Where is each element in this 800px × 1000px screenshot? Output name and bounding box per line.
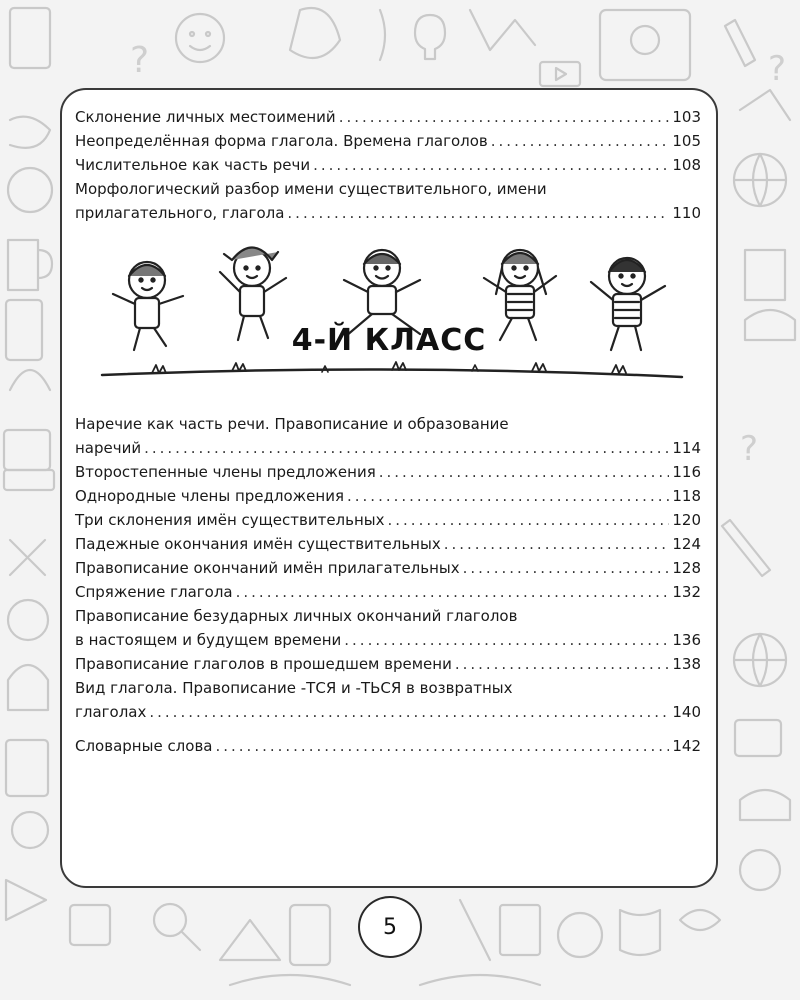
magnifier-doodle: [154, 904, 186, 936]
toc-entry[interactable]: [75, 604, 701, 652]
cat-doodle: [290, 8, 340, 58]
toc-entry-title: Однородные члены предложения: [75, 487, 344, 505]
toc-entry-title-line: Наречие как часть речи. Правописание и образование: [75, 415, 509, 433]
toc-page-number: 110: [672, 204, 701, 222]
pennant-doodle: [6, 880, 46, 920]
dot-leader: [236, 580, 670, 604]
toc-entry-title: в настоящем и будущем времени: [75, 631, 342, 649]
toc-entry[interactable]: [75, 652, 701, 676]
dot-leader: [444, 532, 670, 556]
face-doodle: [176, 14, 224, 62]
toc-entry[interactable]: [75, 460, 701, 484]
toc-entry-title: Падежные окончания имён существительных: [75, 535, 441, 553]
toc-entry[interactable]: [75, 412, 701, 460]
toc-entry-title: глаголах: [75, 703, 147, 721]
toc-entry-title: Правописание глаголов в прошедшем времени: [75, 655, 452, 673]
toc-section-grade-3: [75, 105, 701, 225]
toc-entry-title: наречий: [75, 439, 142, 457]
books-doodle: [4, 430, 50, 470]
toc-page-number: 128: [672, 559, 701, 577]
toc-page-number: 103: [672, 108, 701, 126]
headphones-doodle: [10, 370, 50, 390]
toc-entry[interactable]: [75, 532, 701, 556]
dot-leader: [455, 652, 670, 676]
spacer: [75, 724, 701, 734]
cap-doodle: [745, 310, 795, 340]
toc-entry-title: Второстепенные члены предложения: [75, 463, 376, 481]
jumping-kids-illustration: [92, 240, 692, 385]
dot-leader: [313, 153, 669, 177]
dot-leader: [463, 556, 670, 580]
face-doodle-2: [558, 913, 602, 957]
cup-doodle: [8, 240, 38, 290]
toc-page-number: 142: [672, 737, 701, 755]
toc-entry[interactable]: [75, 484, 701, 508]
toc-page-number: 105: [672, 132, 701, 150]
toc-entry[interactable]: [75, 508, 701, 532]
toc-entry-title: Правописание окончаний имён прилагательных: [75, 559, 460, 577]
notepad-doodle: [500, 905, 540, 955]
toc-page-number: 124: [672, 535, 701, 553]
toc-section-grade-4: [75, 412, 701, 758]
toc-entry-title-line: Вид глагола. Правописание -ТСЯ и -ТЬСЯ в возвратных: [75, 679, 513, 697]
toc-entry[interactable]: [75, 129, 701, 153]
toc-entry[interactable]: [75, 556, 701, 580]
toc-entry-title: Три склонения имён существительных: [75, 511, 385, 529]
toc-page-number: 138: [672, 655, 701, 673]
svg-text:?: ?: [768, 49, 787, 89]
phone-doodle: [6, 300, 42, 360]
dot-leader: [339, 105, 670, 129]
toc-page-number: 114: [672, 439, 701, 457]
dot-leader: [491, 129, 670, 153]
toc-entry-title: прилагательного, глагола: [75, 204, 285, 222]
toc-entry-title-line: Правописание безударных личных окончаний глаголов: [75, 607, 518, 625]
svg-text:?: ?: [130, 40, 150, 81]
toc-entry[interactable]: [75, 734, 701, 758]
toc-entry-title-line: Морфологический разбор имени существительного, имени: [75, 180, 547, 198]
toc-entry-title: Склонение личных местоимений: [75, 108, 336, 126]
toc-page-number: 118: [672, 487, 701, 505]
grade-title: 4-Й КЛАСС: [291, 323, 487, 358]
toc-page-number: 136: [672, 631, 701, 649]
toc-page-number: 120: [672, 511, 701, 529]
book-doodle: [10, 8, 50, 68]
bulb-doodle: [415, 15, 445, 59]
notebook-doodle: [745, 250, 785, 300]
toc-page-number: 132: [672, 583, 701, 601]
phone-doodle-2: [290, 905, 330, 965]
page-number: 5: [383, 914, 397, 940]
toc-entry[interactable]: [75, 177, 701, 225]
pencil-doodle: [722, 520, 770, 576]
laptop-doodle: [600, 10, 690, 80]
toc-entry-title: Спряжение глагола: [75, 583, 233, 601]
toc-entry-title: Словарные слова: [75, 737, 213, 755]
page-number-badge: [358, 896, 422, 958]
dot-leader: [347, 484, 669, 508]
toc-entry-title: Неопределённая форма глагола. Времена глаголов: [75, 132, 488, 150]
toc-entry[interactable]: [75, 105, 701, 129]
dot-leader: [379, 460, 670, 484]
marker-doodle: [725, 20, 755, 66]
svg-text:?: ?: [740, 429, 759, 469]
dot-leader: [149, 700, 669, 724]
toc-page-number: 140: [672, 703, 701, 721]
dot-leader: [388, 508, 670, 532]
graduation-cap-doodle: [8, 665, 48, 710]
toc-entry[interactable]: [75, 676, 701, 724]
dot-leader: [144, 436, 669, 460]
dot-leader: [215, 734, 669, 758]
content-panel: [60, 88, 718, 888]
dot-leader: [287, 201, 669, 225]
dot-leader: [344, 628, 669, 652]
toc-entry-title: Числительное как часть речи: [75, 156, 311, 174]
toc-entry[interactable]: [75, 153, 701, 177]
swirl-doodle: [10, 117, 50, 148]
toc-page-number: 108: [672, 156, 701, 174]
toc-page-number: 116: [672, 463, 701, 481]
toc-entry[interactable]: [75, 580, 701, 604]
